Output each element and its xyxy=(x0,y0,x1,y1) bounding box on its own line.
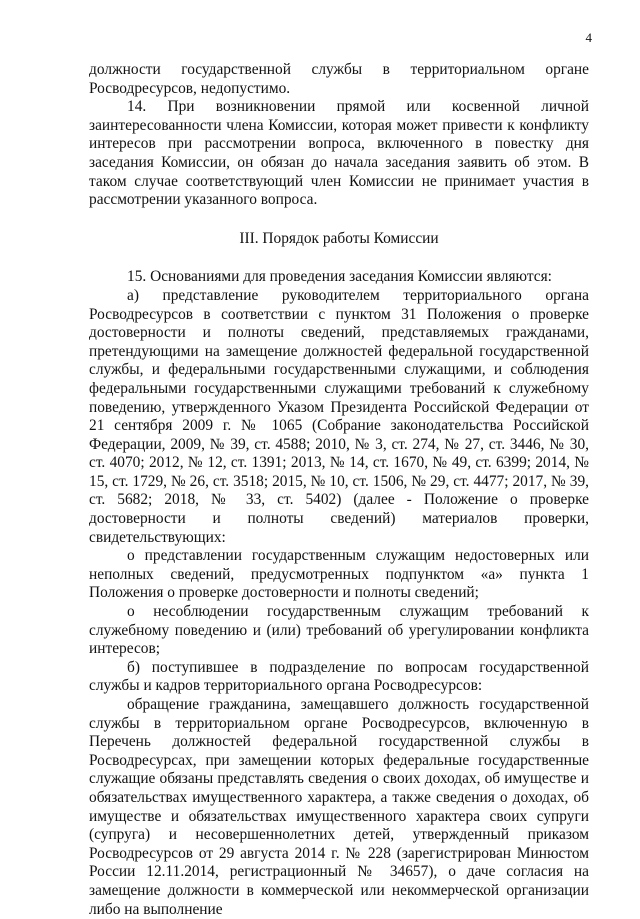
paragraph-15a: а) представление руководителем территориального органа Росводресурсов в соответствии с пунктом 31 Положения о проверке достоверности и полноты сведений, представляемых гражданами, претендующими на замещение должностей федеральной государственной службы, и федеральными государственными служащими, и соблюдения федеральными государственными служащими требований к служебному поведению, утвержденного Указом Президента Российской Федерации от 21 сентября 2009 г. № 1065 (Собрание законодательства Российской Федерации, 2009, № 39, ст. 4588; 2010, № 3, ст. 274, № 27, ст. 3446, № 30, ст. 4070; 2012, № 12, ст. 1391; 2013, № 14, ст. 1670, № 49, ст. 6399; 2014, № 15, ст. 1729, № 26, ст. 3518; 2015, № 10, ст. 1506, № 29, ст. 4477; 2017, № 39, ст. 5682; 2018, № 33, ст. 5402) (далее - Положение о проверке достоверности и полноты сведений) материалов проверки, свидетельствующих: xyxy=(89,286,589,546)
paragraph-15: 15. Основаниями для проведения заседания Комиссии являются: xyxy=(127,268,552,286)
page-number: 4 xyxy=(585,30,592,45)
paragraph-15a-item-2: о несоблюдении государственным служащим требований к служебному поведению и (или) требований об урегулировании конфликта интересов; xyxy=(89,603,589,658)
document-body xyxy=(89,61,589,919)
paragraph-14: 14. При возникновении прямой или косвенной личной заинтересованности члена Комиссии, которая может привести к конфликту интересов при рассмотрении вопроса, включенного в повестку дня заседания Комиссии, он обязан до начала заседания заявить об этом. В таком случае соответствующий член Комиссии не принимает участия в рассмотрении указанного вопроса. xyxy=(89,98,589,209)
paragraph-15b-item-1: обращение гражданина, замещавшего должность государственной службы в территориальном органе Росводресурсов, включенную в Перечень должностей федеральной государственной службы в Росводресурсах, при замещении которых федеральные государственные служащие обязаны представлять сведения о своих доходах, об имуществе и обязательствах имущественного характера, а также сведения о доходах, об имуществе и обязательствах имущественного характера своих супруги (супруга) и несовершеннолетних детей, утвержденный приказом Росводресурсов от 29 августа 2014 г. № 228 (зарегистрирован Минюстом России 12.11.2014, регистрационный № 34657), о даче согласия на замещение должности в коммерческой или некоммерческой организации либо на выполнение xyxy=(89,696,589,918)
section-heading: III. Порядок работы Комиссии xyxy=(239,229,439,247)
paragraph-continuation: должности государственной службы в территориальном органе Росводресурсов, недопустимо. xyxy=(89,61,589,97)
paragraph-15a-item-1: о представлении государственным служащим недостоверных или неполных сведений, предусмотренных подпунктом «а» пункта 1 Положения о проверке достоверности и полноты сведений; xyxy=(89,547,589,602)
paragraph-15b: б) поступившее в подразделение по вопросам государственной службы и кадров территориального органа Росводресурсов: xyxy=(89,658,589,695)
